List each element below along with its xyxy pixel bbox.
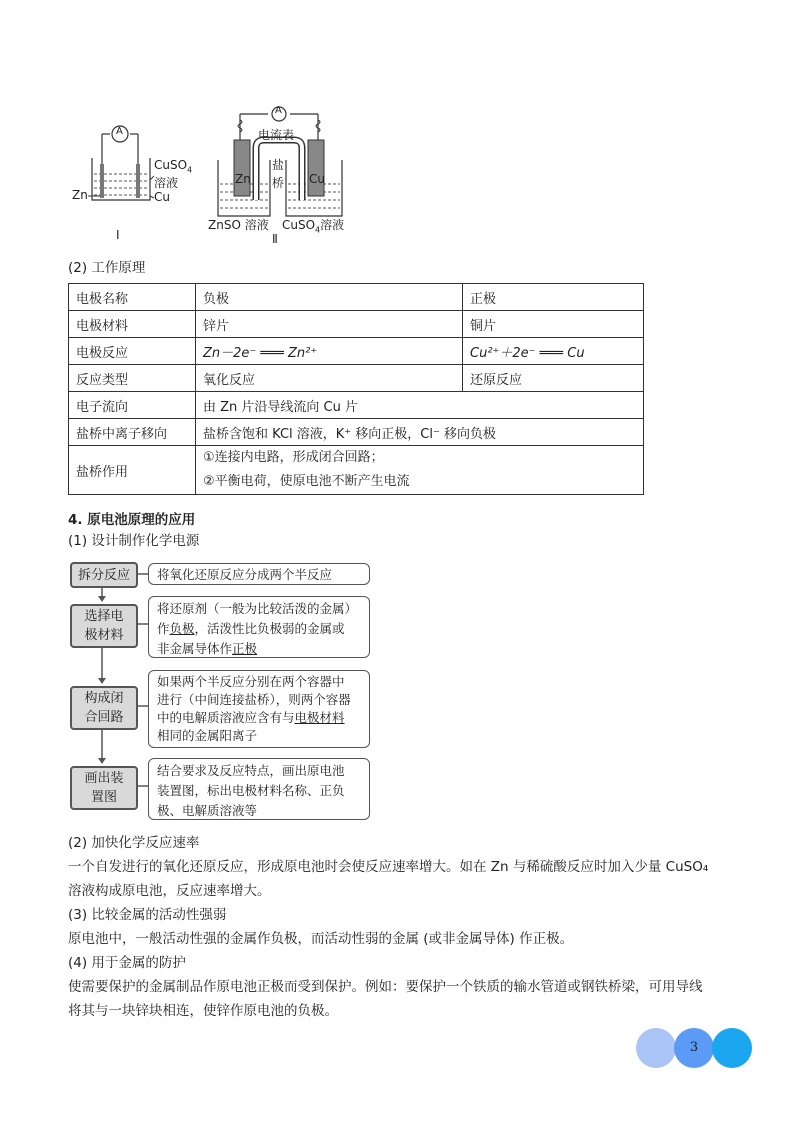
flow-desc-text: 作: [157, 621, 170, 636]
flow-desc-text: 极、电解质溶液等: [157, 803, 258, 818]
flow-step-electrode: [70, 604, 138, 648]
sub-2-title: (2) 加快化学反应速率: [68, 835, 200, 851]
table-cell: 电极材料: [69, 311, 196, 338]
working-principle-table: [68, 283, 644, 495]
flow-desc-text: 将还原剂（一般为比较活泼的金属）: [157, 601, 358, 616]
table-row: [69, 392, 644, 419]
flow-desc-text: 将氧化还原反应分成两个半反应: [157, 567, 333, 582]
table-cell: 反应类型: [69, 365, 196, 392]
left-solution-label: ZnSO 溶液: [208, 218, 269, 232]
flow-desc-circuit: [148, 670, 370, 748]
table-cell: 电子流向: [69, 392, 196, 419]
table-cell: 负极: [196, 284, 463, 311]
flow-step-text: 画出装置图: [84, 771, 124, 805]
solution-sub: 4: [187, 165, 193, 175]
table-cell: 盐桥中离子移向: [69, 419, 196, 446]
bridge-role-line-2: ②平衡电荷，使原电池不断产生电流: [203, 474, 410, 489]
page-number-badge: [636, 1028, 752, 1068]
bridge-role-line-1: ①连接内电路，形成闭合回路；: [203, 450, 384, 465]
zn-label: Zn: [72, 188, 88, 202]
right-solution-a: CuSO: [282, 218, 316, 232]
sub-4-line-2: 将其与一块锌块相连，使锌作原电池的负极。: [68, 1003, 338, 1019]
sub-2-line-1: 一个自发进行的氧化还原反应，形成原电池时会使反应速率增大。如在 Zn 与稀硫酸反应时加入少量 CuSO₄: [68, 859, 709, 875]
figure-roman-2: Ⅱ: [272, 232, 278, 246]
table-cell: 由 Zn 片沿导线流向 Cu 片: [196, 392, 644, 419]
ammeter-label-2: A: [275, 105, 282, 116]
ammeter-label: A: [116, 126, 123, 137]
meter-label: 电流表: [258, 128, 295, 142]
section-4-title: 4. 原电池原理的应用: [68, 512, 196, 528]
flow-desc-text: ，活泼性比负极弱的金属或: [194, 621, 345, 636]
table-cell: Cu²⁺＋2e⁻ ═══ Cu: [463, 338, 644, 365]
figure-cell-2: [206, 104, 356, 250]
zn-label-2: Zn: [235, 172, 251, 186]
flow-desc-text: 非金属导体作: [157, 641, 233, 656]
table-cell: 盐桥作用: [69, 446, 196, 495]
flow-step-split: 拆分反应: [70, 562, 138, 588]
figure-roman-1: Ⅰ: [116, 228, 120, 242]
bridge-char-2: 桥: [272, 176, 285, 190]
table-cell: 锌片: [196, 311, 463, 338]
table-row: [69, 338, 644, 365]
underlined-term: 电极材料: [294, 710, 345, 725]
flow-desc-text: 装置图，标出电极材料名称、正负: [157, 783, 345, 798]
right-solution-sub: 4: [315, 225, 321, 235]
table-row: [69, 419, 644, 446]
flow-desc-draw: [148, 758, 370, 820]
flow-desc-text: 相同的金属阳离子: [157, 728, 258, 743]
underlined-term: 负极: [169, 621, 195, 636]
flow-step-text: 构成闭合回路: [84, 691, 124, 725]
table-cell: [196, 446, 644, 495]
table-cell: Zn－2e⁻ ═══ Zn²⁺: [196, 338, 463, 365]
page-number: 3: [689, 1040, 699, 1055]
flow-desc-text: 结合要求及反应特点，画出原电池: [157, 763, 345, 778]
flow-desc-split: [148, 563, 370, 585]
table-cell: 电极名称: [69, 284, 196, 311]
flow-step-circuit: [70, 686, 138, 730]
flow-desc-text: 进行（中间连接盐桥），则两个容器: [157, 692, 351, 707]
table-row: [69, 284, 644, 311]
table-cell: 正极: [463, 284, 644, 311]
table-row: [69, 365, 644, 392]
cu-label-2: Cu: [309, 172, 325, 186]
figure-cell-1: [66, 118, 193, 248]
flow-step-text: 选择电极材料: [84, 609, 124, 643]
sub-3-title: (3) 比较金属的活动性强弱: [68, 907, 227, 923]
cu-label: Cu: [154, 190, 170, 204]
bridge-char-1: 盐: [272, 158, 285, 172]
table-cell: 还原反应: [463, 365, 644, 392]
flow-step-draw: [70, 766, 138, 810]
sub-3-line-1: 原电池中，一般活动性强的金属作负极，而活动性弱的金属 (或非金属导体) 作正极。: [68, 931, 574, 947]
sub-4-line-1: 使需要保护的金属制品作原电池正极而受到保护。例如：要保护一个铁质的输水管道或钢铁桥梁，可用导线: [68, 979, 703, 995]
solution-formula: CuSO: [154, 158, 188, 172]
design-flowchart: [68, 560, 378, 820]
table-row: [69, 446, 644, 495]
flow-desc-text: 中的电解质溶液应含有与: [157, 710, 295, 725]
table-cell: 铜片: [463, 311, 644, 338]
section-2-title: (2) 工作原理: [68, 260, 146, 276]
table-cell: 氧化反应: [196, 365, 463, 392]
table-row: [69, 311, 644, 338]
flow-desc-text: 如果两个半反应分别在两个容器中: [157, 674, 345, 689]
underlined-term: 正极: [232, 641, 258, 656]
flow-desc-electrode: [148, 596, 370, 658]
badge-circle-dark: [712, 1028, 752, 1068]
sub-1-title: (1) 设计制作化学电源: [68, 533, 200, 549]
sub-4-title: (4) 用于金属的防护: [68, 955, 186, 971]
badge-circle-light: [636, 1028, 676, 1068]
sub-2-line-2: 溶液构成原电池，反应速率增大。: [68, 883, 271, 899]
right-solution-b: 溶液: [320, 218, 345, 232]
table-cell: 电极反应: [69, 338, 196, 365]
table-cell: 盐桥含饱和 KCl 溶液，K⁺ 移向正极，Cl⁻ 移向负极: [196, 419, 644, 446]
solution-word: 溶液: [154, 176, 179, 190]
